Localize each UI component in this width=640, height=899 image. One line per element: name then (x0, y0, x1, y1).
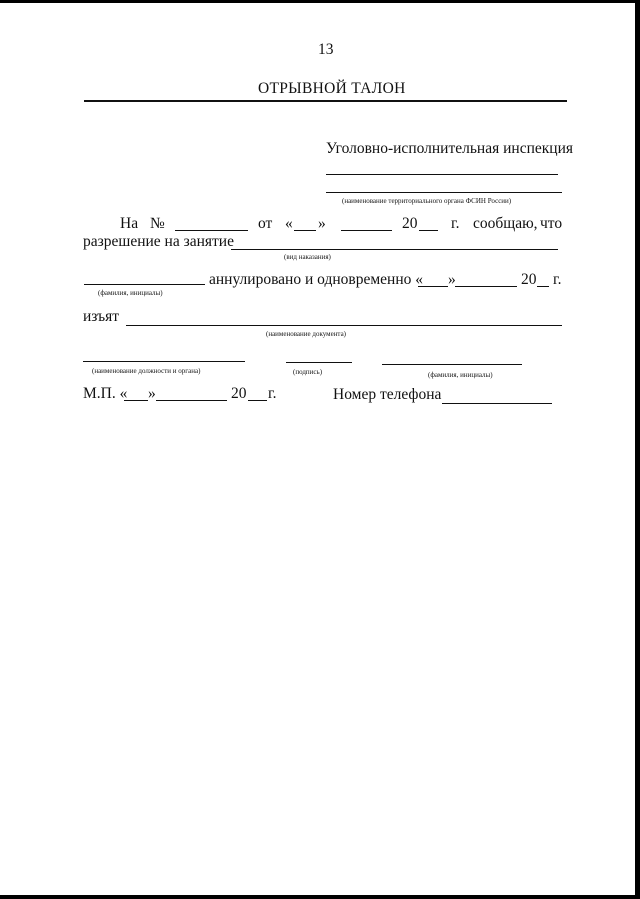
title-underline (84, 100, 567, 102)
caption-surname-initials: (фамилия, инициалы) (98, 289, 163, 297)
row1-chto: что (540, 215, 563, 232)
mp-year-field[interactable] (248, 400, 267, 401)
form-title: ОТРЫВНОЙ ТАЛОН (258, 80, 406, 97)
signatory-name-field[interactable] (382, 364, 522, 365)
footer-mp: М.П. « (83, 385, 128, 402)
caption-territorial-body: (наименование территориального органа ФСИН России) (342, 197, 512, 205)
footer-quote-close: » (148, 385, 156, 402)
row1-soobshchayu: сообщаю, (473, 215, 538, 232)
annul-year-field[interactable] (537, 286, 549, 287)
row3-quote-close: » (448, 271, 456, 288)
row2-label: разрешение на занятие (83, 233, 234, 250)
month-field[interactable] (341, 230, 392, 231)
phone-number-field[interactable] (442, 403, 552, 404)
page-number: 13 (318, 41, 334, 58)
territorial-body-field-1[interactable] (326, 174, 558, 175)
surname-initials-field[interactable] (84, 284, 205, 285)
row3-text: аннулировано и одновременно « (209, 271, 423, 288)
row1-year: 20 (402, 215, 418, 232)
day-field[interactable] (294, 230, 316, 231)
mp-month-field[interactable] (156, 400, 227, 401)
row1-quote-close: » (318, 215, 326, 232)
mp-day-field[interactable] (124, 400, 148, 401)
annul-day-field[interactable] (418, 286, 448, 287)
scan-edge-bottom (0, 895, 640, 899)
signature-field[interactable] (286, 362, 352, 363)
footer-g: г. (268, 385, 277, 402)
row1-na: На (120, 215, 139, 232)
occupation-field[interactable] (231, 249, 558, 250)
caption-signature: (подпись) (293, 368, 323, 376)
position-field[interactable] (83, 361, 245, 362)
seized-document-field[interactable] (126, 325, 562, 326)
scan-edge-top (0, 0, 640, 3)
document-number-field[interactable] (175, 230, 248, 231)
footer-year: 20 (231, 385, 247, 402)
territorial-body-field-2[interactable] (326, 192, 562, 193)
footer-phone-label: Номер телефона (333, 386, 442, 403)
annul-month-field[interactable] (455, 286, 517, 287)
inspection-label: Уголовно-исполнительная инспекция (326, 140, 574, 157)
row1-g: г. (451, 215, 460, 232)
caption-signatory-name: (фамилия, инициалы) (428, 371, 493, 379)
scan-edge-right (635, 0, 640, 899)
year-field[interactable] (419, 230, 438, 231)
row4-label: изъят (83, 308, 120, 325)
caption-document-name: (наименование документа) (266, 330, 347, 338)
row1-quote-open: « (285, 215, 293, 232)
caption-punishment-type: (вид наказания) (284, 253, 331, 261)
row1-ot: от (258, 215, 273, 232)
row1-number-sign: № (150, 215, 165, 232)
row3-year: 20 (521, 271, 537, 288)
row3-g: г. (553, 271, 562, 288)
caption-position: (наименование должности и органа) (92, 367, 201, 375)
